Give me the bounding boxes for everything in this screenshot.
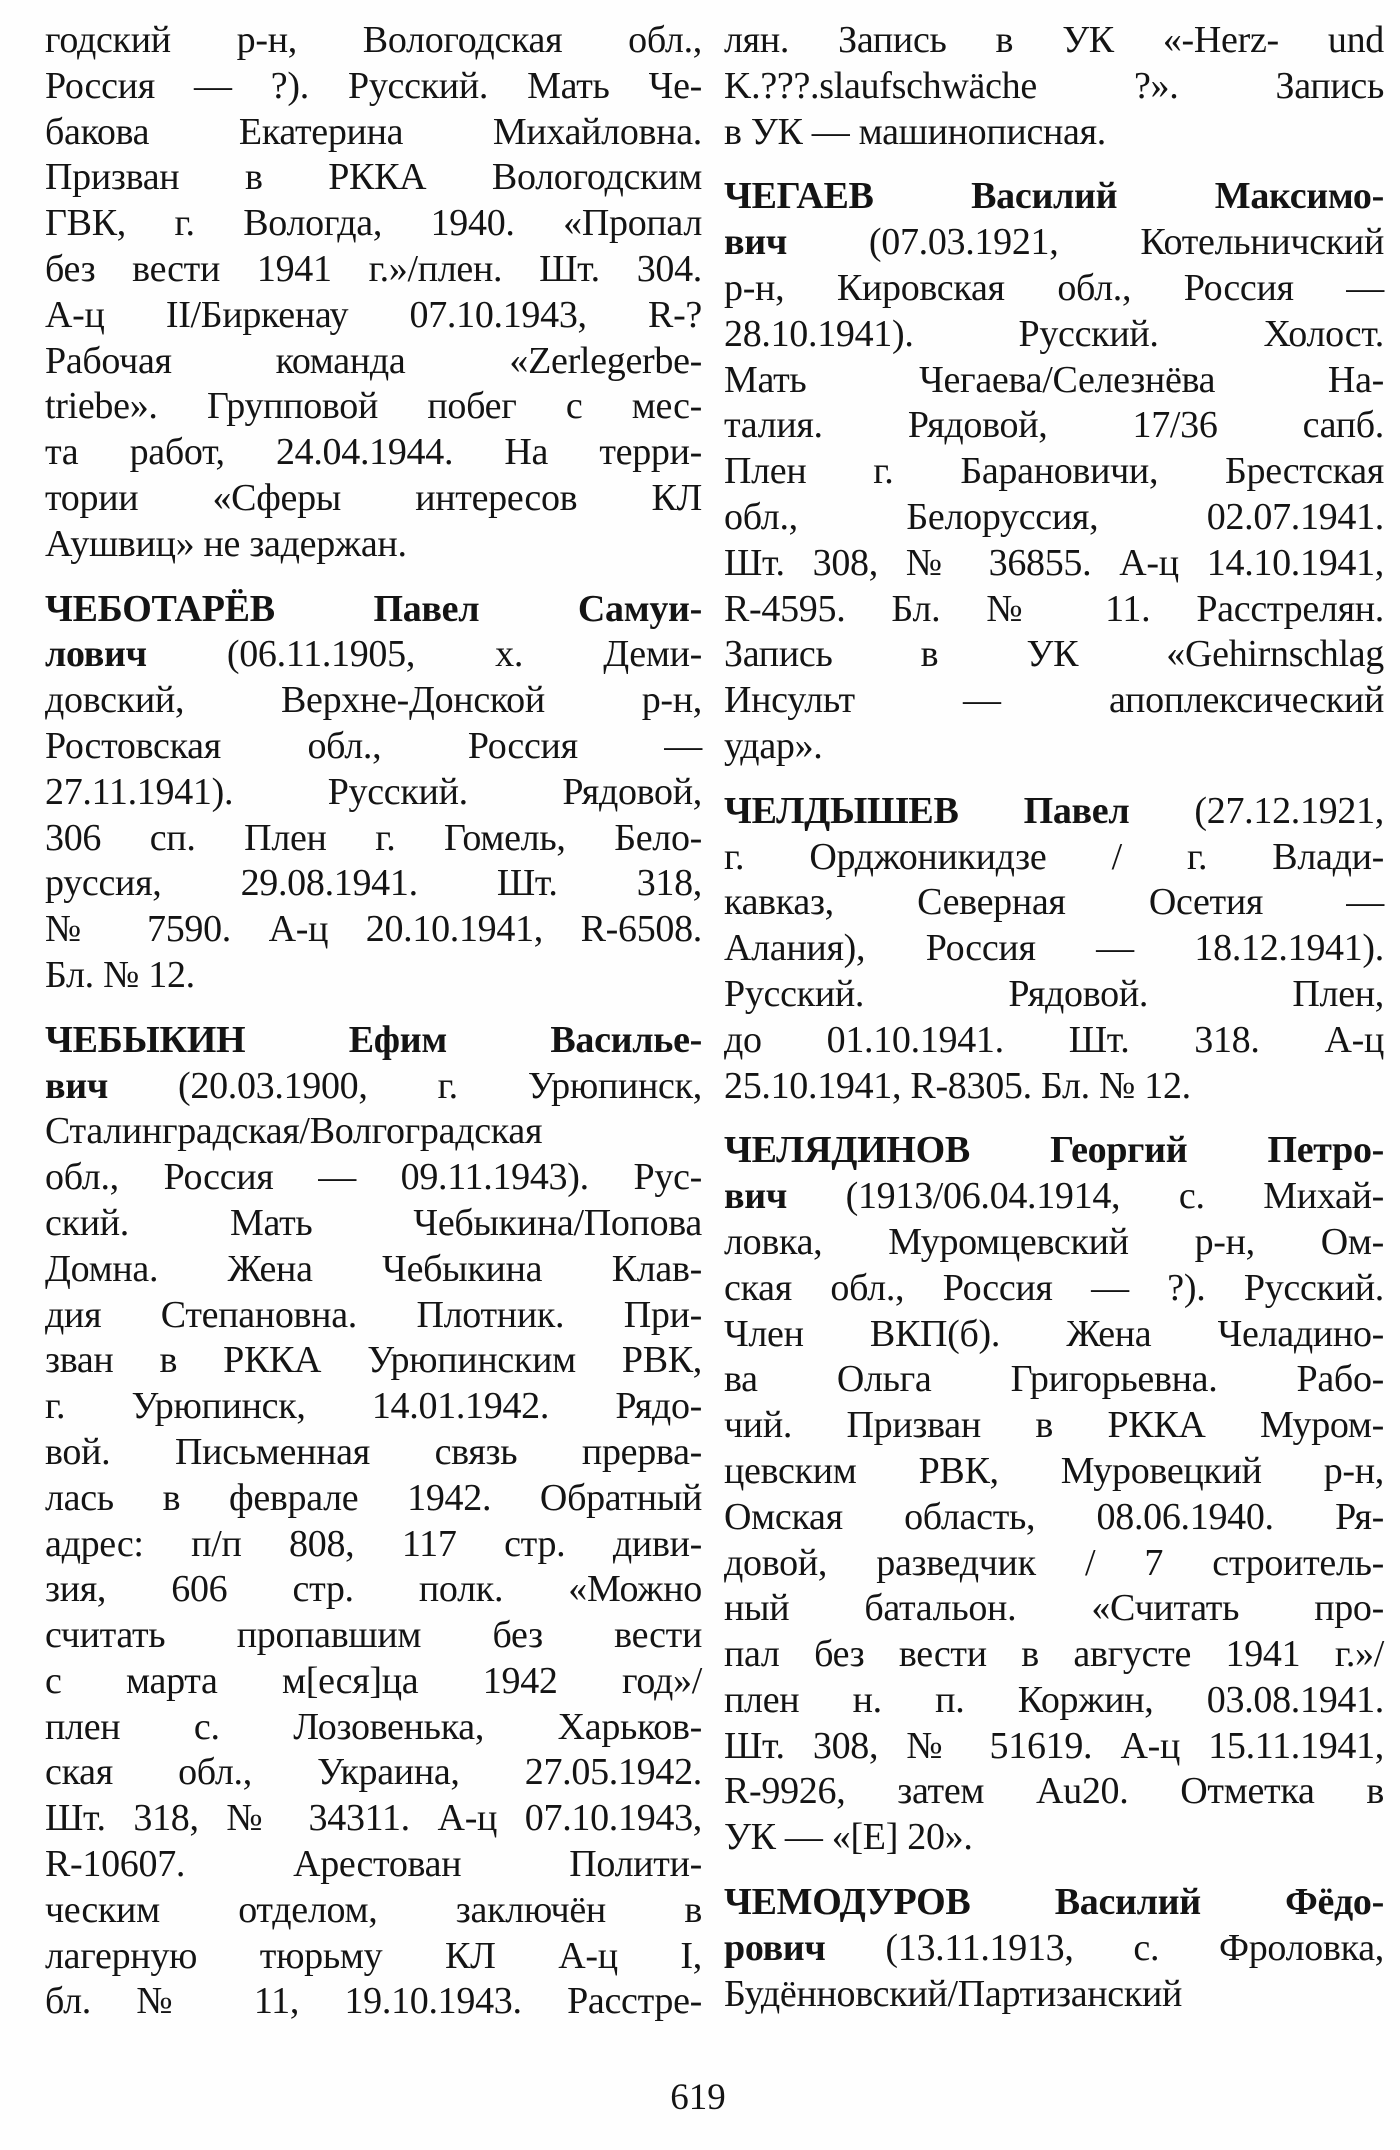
entry-text: Алания), Россия — 18.12.1941).: [724, 927, 1384, 970]
entry-text: ская обл., Украина, 27.05.1942.: [45, 1751, 702, 1794]
text-line: [724, 1632, 1384, 1678]
text-line: [724, 541, 1384, 587]
entry-text: бакова Екатерина Михайловна.: [45, 110, 702, 153]
text-line: [45, 1842, 702, 1888]
text-line: [45, 587, 702, 633]
entry-chebotaryov: [45, 587, 702, 999]
text-line: [724, 1018, 1384, 1064]
text-line: [45, 155, 702, 201]
entry-text: Сталинградская/Волгоградская: [45, 1110, 543, 1153]
text-line: [45, 339, 702, 385]
text-line: [724, 358, 1384, 404]
entry-text: вой. Письменная связь прерва-: [45, 1430, 702, 1473]
text-line: [724, 1678, 1384, 1724]
entry-text: руссия, 29.08.1941. Шт. 318,: [45, 862, 702, 905]
entry-text: Шт. 308, № 36855. А-ц 14.10.1941,: [724, 541, 1384, 584]
entry-cheldyshev: [724, 789, 1384, 1110]
entry-text: K.???.slaufschwäche ?». Запись: [724, 64, 1384, 107]
text-line: [45, 247, 702, 293]
entry-name-bold: ЧЕБОТАРЁВ Павел Самуи-: [45, 587, 702, 630]
text-line: [45, 907, 702, 953]
entry-text: 306 сп. Плен г. Гомель, Бело-: [45, 816, 702, 859]
entry-text: Рабочая команда «Zerlegerbe-: [45, 339, 702, 382]
text-line: [45, 1293, 702, 1339]
entry-name-bold: ЧЕЛДЫШЕВ Павел: [724, 789, 1130, 832]
entry-chelyadinov: [724, 1128, 1384, 1861]
entry-text: лян. Запись в УК «-Herz- und: [724, 19, 1384, 61]
text-line: [45, 1109, 702, 1155]
entry-text: ГВК, г. Вологда, 1940. «Пропал: [45, 202, 702, 245]
text-line: [45, 1613, 702, 1659]
text-line: [724, 724, 1384, 770]
entry-text: та работ, 24.04.1944. На терри-: [45, 431, 702, 474]
entry-text: (06.11.1905, х. Деми-: [146, 633, 702, 676]
text-line: [45, 1705, 702, 1751]
entry-text: ский. Мать Чебыкина/Попова: [45, 1201, 702, 1244]
entry-text: ловка, Муромцевский р-н, Ом-: [724, 1220, 1384, 1263]
entry-continuation-chebakov: [45, 18, 702, 568]
entry-text: (1913/06.04.1914, с. Михай-: [786, 1175, 1384, 1218]
entry-text: Шт. 318, № 34311. А-ц 07.10.1943,: [45, 1797, 702, 1840]
entry-text: считать пропавшим без вести: [45, 1614, 702, 1657]
entry-text: Русский. Рядовой. Плен,: [724, 972, 1384, 1015]
text-line: [45, 1064, 702, 1110]
entry-text: 25.10.1941, R-8305. Бл. № 12.: [724, 1064, 1191, 1107]
entry-text: довский, Верхне-Донской р-н,: [45, 679, 702, 722]
entry-text: зван в РККА Урюпинским РВК,: [45, 1339, 702, 1382]
text-line: [45, 632, 702, 678]
right-column: [724, 18, 1384, 2025]
entry-text: ческим отделом, заключён в: [45, 1888, 702, 1931]
text-line: [724, 1174, 1384, 1220]
text-line: [724, 1449, 1384, 1495]
text-line: [45, 1888, 702, 1934]
text-line: [724, 1586, 1384, 1632]
entry-name-bold: вич: [724, 1175, 787, 1218]
text-line: [45, 522, 702, 568]
text-line: [724, 174, 1384, 220]
text-line: [724, 632, 1384, 678]
entry-text: Россия — ?). Русский. Мать Че-: [45, 64, 702, 107]
entry-text: R-9926, затем Au20. Отметка в: [724, 1770, 1384, 1813]
text-line: [45, 1476, 702, 1522]
text-line: [45, 953, 702, 999]
entry-text: тории «Сферы интересов КЛ: [45, 476, 702, 519]
text-line: [724, 972, 1384, 1018]
entry-text: дия Степановна. Плотник. При-: [45, 1293, 702, 1336]
text-line: [724, 1972, 1384, 2018]
text-line: [724, 1266, 1384, 1312]
text-line: [45, 1796, 702, 1842]
entry-text: (07.03.1921, Котельничский: [786, 221, 1384, 264]
text-line: [45, 1155, 702, 1201]
entry-text: с марта м[еся]ца 1942 год»/: [45, 1659, 702, 1702]
text-line: [45, 18, 702, 64]
text-line: [45, 678, 702, 724]
text-line: [45, 816, 702, 862]
entry-name-bold: рович: [724, 1926, 826, 1969]
entry-text: лагерную тюрьму КЛ А-ц I,: [45, 1934, 702, 1977]
text-line: [724, 1926, 1384, 1972]
entry-text: ская обл., Россия — ?). Русский.: [724, 1266, 1384, 1309]
text-line: [45, 770, 702, 816]
entry-text: Призван в РККА Вологодским: [45, 156, 702, 199]
text-line: [45, 201, 702, 247]
text-line: [724, 1220, 1384, 1266]
entry-text: R-4595. Бл. № 11. Расстрелян.: [724, 587, 1384, 630]
entry-text: годский р-н, Вологодская обл.,: [45, 19, 702, 61]
text-line: [724, 266, 1384, 312]
text-line: [724, 880, 1384, 926]
entry-text: талия. Рядовой, 17/36 сапб.: [724, 404, 1384, 447]
entry-text: р-н, Кировская обл., Россия —: [724, 266, 1384, 309]
text-line: [45, 861, 702, 907]
entry-text: до 01.10.1941. Шт. 318. А-ц: [724, 1018, 1384, 1061]
entry-name-bold: ЧЕМОДУРОВ Василий Фёдо-: [724, 1881, 1384, 1924]
entry-text: Аушвиц» не задержан.: [45, 522, 407, 565]
text-line: [724, 1880, 1384, 1926]
entry-text: пал без вести в августе 1941 г.»/: [724, 1633, 1384, 1676]
entry-text: обл., Белоруссия, 02.07.1941.: [724, 495, 1384, 538]
text-line: [45, 1201, 702, 1247]
text-line: [724, 449, 1384, 495]
entry-text: чий. Призван в РККА Муром-: [724, 1404, 1384, 1447]
entry-text: Плен г. Барановичи, Брестская: [724, 450, 1384, 493]
text-line: [45, 1567, 702, 1613]
text-line: [45, 110, 702, 156]
entry-text: зия, 606 стр. полк. «Можно: [45, 1568, 702, 1611]
text-line: [724, 1357, 1384, 1403]
entry-text: № 7590. А-ц 20.10.1941, R-6508.: [45, 908, 702, 951]
text-line: [724, 495, 1384, 541]
text-line: [724, 587, 1384, 633]
text-line: [724, 1495, 1384, 1541]
entry-text: (13.11.1913, с. Фроловка,: [825, 1926, 1384, 1969]
entry-text: R-10607. Арестован Полити-: [45, 1843, 702, 1886]
entry-text: (20.03.1900, г. Урюпинск,: [107, 1064, 702, 1107]
text-line: [45, 1430, 702, 1476]
left-column: [45, 18, 702, 2025]
entry-text: без вести 1941 г.»/плен. Шт. 304.: [45, 247, 702, 290]
entry-text: адрес: п/п 808, 117 стр. диви-: [45, 1522, 702, 1565]
entry-text: Мать Чегаева/Селезнёва На-: [724, 358, 1384, 401]
text-line: [724, 1724, 1384, 1770]
text-line: [724, 1541, 1384, 1587]
entry-name-bold: ЧЕЛЯДИНОВ Георгий Петро-: [724, 1129, 1384, 1172]
entry-text: ный батальон. «Считать про-: [724, 1587, 1384, 1630]
text-line: [45, 1384, 702, 1430]
text-line: [724, 789, 1384, 835]
entry-text: Домна. Жена Чебыкина Клав-: [45, 1247, 702, 1290]
text-line: [724, 835, 1384, 881]
text-line: [45, 293, 702, 339]
text-line: [45, 64, 702, 110]
text-line: [45, 476, 702, 522]
text-line: [45, 1659, 702, 1705]
text-line: [724, 1815, 1384, 1861]
entry-name-bold: ЧЕГАЕВ Василий Максимо-: [724, 175, 1384, 218]
text-line: [724, 64, 1384, 110]
entry-text: (27.12.1921,: [1129, 789, 1384, 832]
entry-text: 28.10.1941). Русский. Холост.: [724, 312, 1384, 355]
entry-text: Инсульт — апоплексический: [724, 679, 1384, 722]
text-line: [724, 403, 1384, 449]
entry-text: плен н. п. Коржин, 03.08.1941.: [724, 1678, 1384, 1721]
page-number: 619: [670, 2077, 726, 2118]
text-line: [45, 1750, 702, 1796]
entry-text: удар».: [724, 724, 823, 767]
entry-chebykin: [45, 1018, 702, 2026]
text-line: [45, 1979, 702, 2025]
entry-text: г. Орджоникидзе / г. Влади-: [724, 835, 1384, 878]
entry-text: Шт. 308, № 51619. А-ц 15.11.1941,: [724, 1724, 1384, 1767]
entry-chegaev: [724, 174, 1384, 769]
entry-text: цевским РВК, Муровецкий р-н,: [724, 1449, 1384, 1492]
text-line: [724, 926, 1384, 972]
entry-name-bold: лович: [45, 633, 147, 676]
entry-name-bold: вич: [45, 1064, 108, 1107]
text-line: [45, 1018, 702, 1064]
entry-text: обл., Россия — 09.11.1943). Рус-: [45, 1156, 702, 1199]
text-line: [724, 678, 1384, 724]
text-line: [724, 1312, 1384, 1358]
entry-text: 27.11.1941). Русский. Рядовой,: [45, 770, 702, 813]
entry-text: лась в феврале 1942. Обратный: [45, 1476, 702, 1519]
entry-text: Бл. № 12.: [45, 953, 195, 996]
text-line: [724, 1128, 1384, 1174]
entry-text: Член ВКП(б). Жена Челадино-: [724, 1312, 1384, 1355]
text-line: [45, 430, 702, 476]
entry-name-bold: ЧЕБЫКИН Ефим Василье-: [45, 1018, 702, 1061]
entry-text: г. Урюпинск, 14.01.1942. Рядо-: [45, 1385, 702, 1428]
entry-text: А-ц II/Биркенау 07.10.1943, R-?: [45, 293, 702, 336]
text-line: [724, 220, 1384, 266]
text-line: [724, 1769, 1384, 1815]
text-line: [45, 1247, 702, 1293]
text-line: [724, 1064, 1384, 1110]
entry-text: плен с. Лозовенька, Харьков-: [45, 1705, 702, 1748]
text-line: [45, 1522, 702, 1568]
text-line: [724, 312, 1384, 358]
entry-text: triebe». Групповой побег с мес-: [45, 385, 702, 428]
text-line: [724, 18, 1384, 64]
entry-continuation-chebykin: [724, 18, 1384, 155]
entry-text: Ростовская обл., Россия —: [45, 724, 702, 767]
entry-text: ва Ольга Григорьевна. Рабо-: [724, 1358, 1384, 1401]
entry-text: Будённовский/Партизанский: [724, 1972, 1183, 2015]
entry-text: кавказ, Северная Осетия —: [724, 881, 1384, 924]
text-line: [45, 724, 702, 770]
entry-text: бл. № 11, 19.10.1943. Расстре-: [45, 1980, 702, 2023]
text-line: [45, 384, 702, 430]
entry-text: довой, разведчик / 7 строитель-: [724, 1541, 1384, 1584]
entry-name-bold: вич: [724, 221, 787, 264]
entry-text: УК — «[E] 20».: [724, 1816, 973, 1859]
text-line: [45, 1338, 702, 1384]
entry-text: в УК — машинописная.: [724, 110, 1106, 153]
text-line: [724, 110, 1384, 156]
entry-text: Омская область, 08.06.1940. Ря-: [724, 1495, 1384, 1538]
entry-chemodurov: [724, 1880, 1384, 2017]
entry-text: Запись в УК «Gehirnschlag: [724, 633, 1384, 676]
text-line: [724, 1403, 1384, 1449]
text-line: [45, 1934, 702, 1980]
